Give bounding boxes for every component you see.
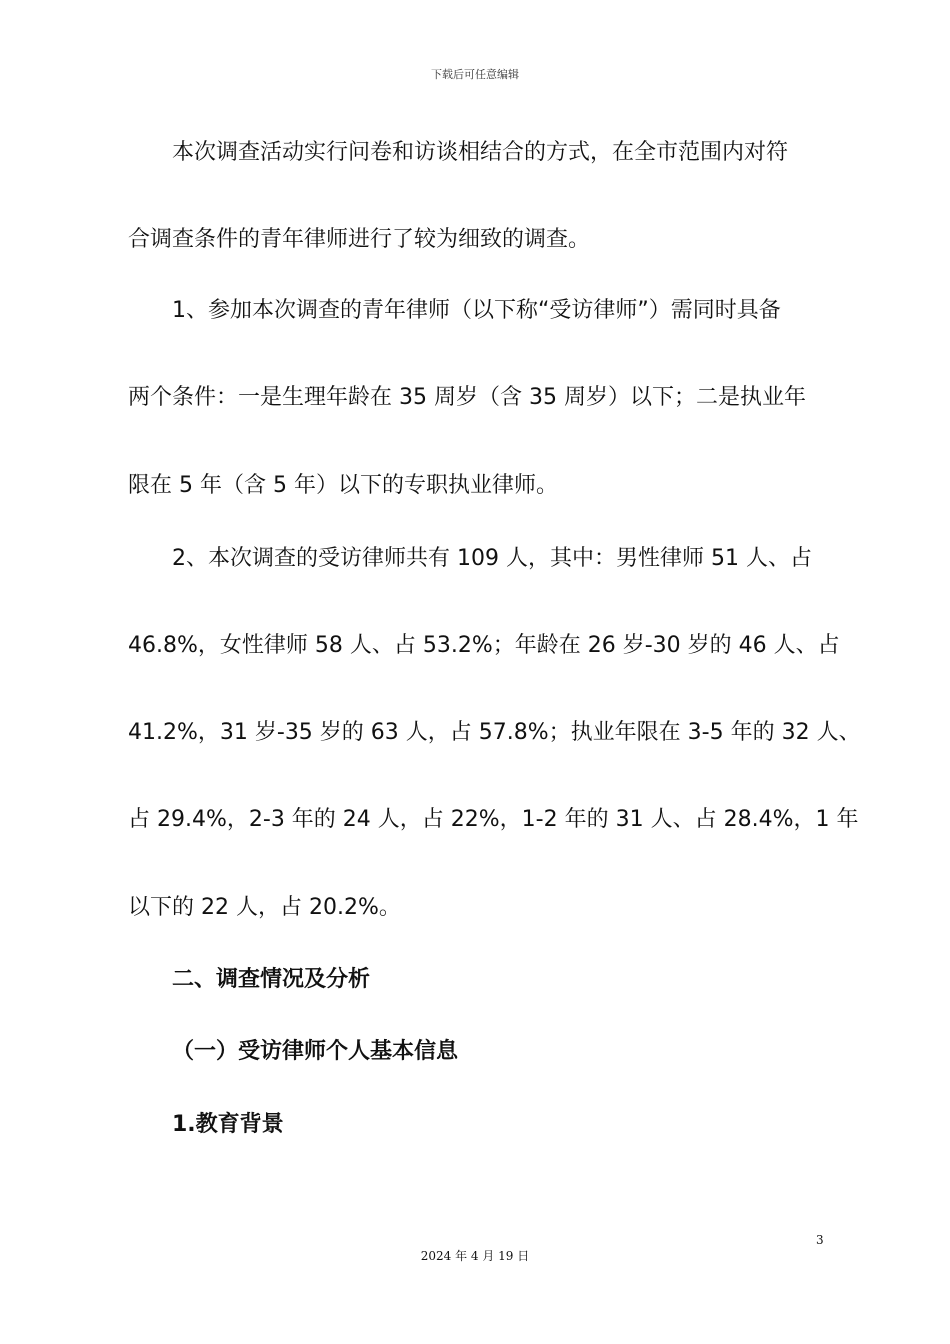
subsection-heading: （一）受访律师个人基本信息 xyxy=(172,1039,459,1064)
body-line: 限在 5 年（含 5 年）以下的专职执业律师。 xyxy=(128,473,558,498)
body-line: 合调查条件的青年律师进行了较为细致的调查。 xyxy=(128,227,591,252)
page-number: 3 xyxy=(816,1233,824,1247)
item-heading: 1.教育背景 xyxy=(172,1112,284,1137)
footer-date: 2024 年 4 月 19 日 xyxy=(420,1249,530,1263)
body-line: 两个条件：一是生理年龄在 35 周岁（含 35 周岁）以下；二是执业年 xyxy=(128,385,806,410)
body-line: 以下的 22 人，占 20.2%。 xyxy=(128,895,401,920)
body-line: 41.2%，31 岁-35 岁的 63 人，占 57.8%；执业年限在 3-5 年的 32 人、 xyxy=(128,720,861,745)
body-line: 2、本次调查的受访律师共有 109 人，其中：男性律师 51 人、占 xyxy=(172,546,812,571)
page-header: 下载后可任意编辑 xyxy=(431,68,519,81)
body-line: 46.8%，女性律师 58 人、占 53.2%；年龄在 26 岁-30 岁的 46 人、占 xyxy=(128,633,840,658)
section-heading: 二、调查情况及分析 xyxy=(172,967,371,992)
body-line: 占 29.4%，2-3 年的 24 人，占 22%，1-2 年的 31 人、占 28.4%，1 年 xyxy=(128,807,859,832)
body-line: 本次调查活动实行问卷和访谈相结合的方式，在全市范围内对符 xyxy=(172,140,789,165)
body-line: 1、参加本次调查的青年律师（以下称“受访律师”）需同时具备 xyxy=(172,298,781,323)
